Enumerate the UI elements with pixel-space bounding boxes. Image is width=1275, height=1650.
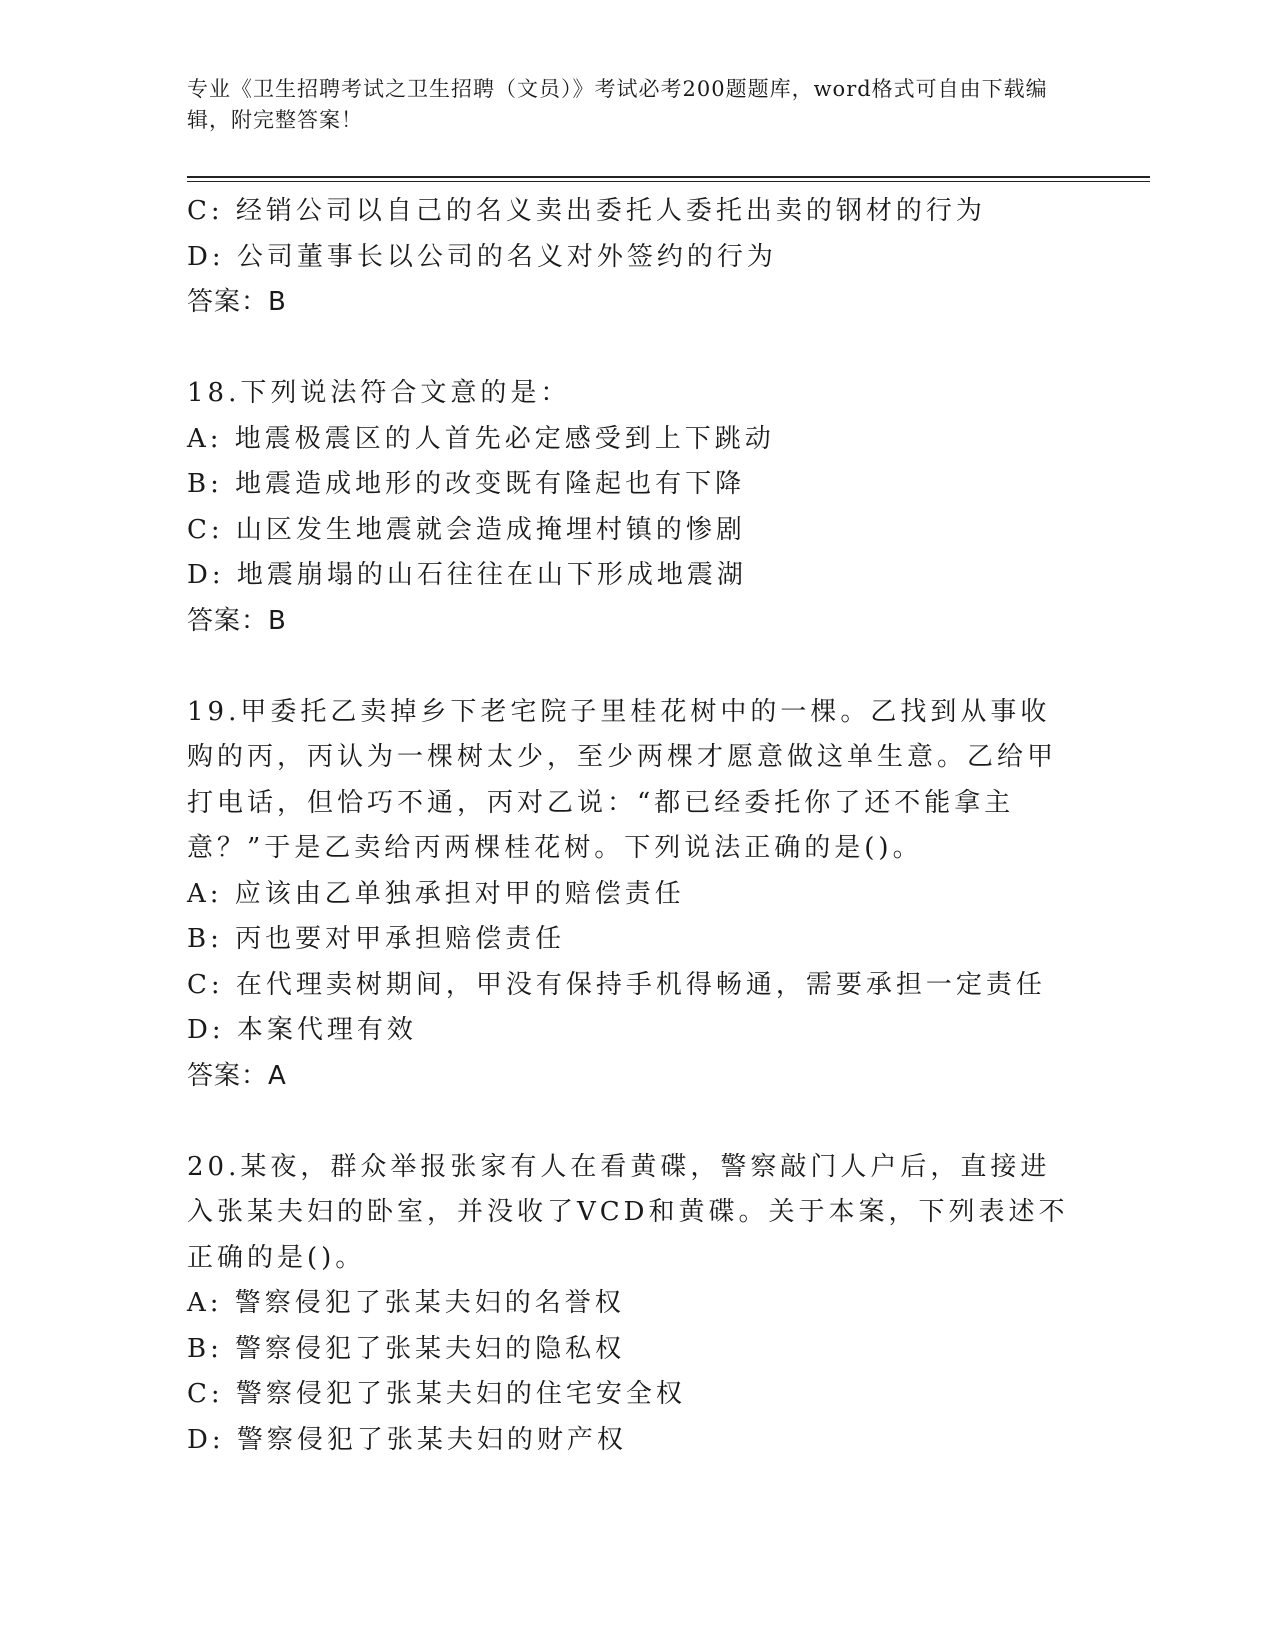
option-d: D: 本案代理有效 [187, 1015, 417, 1045]
answer-line: 答案：A [187, 1060, 287, 1091]
option-b: B: 警察侵犯了张某夫妇的隐私权 [187, 1333, 626, 1364]
question-19 [187, 690, 1077, 1100]
question-stem: 20.某夜，群众举报张家有人在看黄碟，警察敲门人户后，直接进入张某夫妇的卧室，并没收了VCD和黄碟。关于本案，下列表述不正确的是()。 [187, 1151, 1069, 1273]
question-content [187, 189, 1077, 1463]
option-d: D: 地震崩塌的山石往往在山下形成地震湖 [187, 560, 747, 590]
question-stem: 18.下列说法符合文意的是： [187, 378, 571, 408]
page-header: 专业《卫生招聘考试之卫生招聘（文员）》考试必考200题题库，word格式可自由下载编辑，附完整答案！ [187, 77, 1048, 132]
option-c: C: 经销公司以自己的名义卖出委托人委托出卖的钢材的行为 [187, 196, 986, 226]
option-c: C: 在代理卖树期间，甲没有保持手机得畅通，需要承担一定责任 [187, 969, 1046, 1000]
spacer [187, 644, 1077, 690]
option-b: B: 地震造成地形的改变既有隆起也有下降 [187, 469, 746, 499]
option-c: C: 山区发生地震就会造成掩埋村镇的惨剧 [187, 514, 746, 545]
option-a: A: 应该由乙单独承担对甲的赔偿责任 [187, 878, 685, 909]
partial-question [187, 189, 1077, 326]
header-rule-thick [187, 176, 1150, 178]
option-b: B: 丙也要对甲承担赔偿责任 [187, 924, 566, 954]
question-20 [187, 1145, 1077, 1464]
spacer [187, 1099, 1077, 1145]
option-d: D: 警察侵犯了张某夫妇的财产权 [187, 1424, 627, 1455]
option-d: D: 公司董事长以公司的名义对外签约的行为 [187, 241, 777, 272]
option-a: A: 地震极震区的人首先必定感受到上下跳动 [187, 423, 775, 454]
answer-line: 答案：B [187, 287, 287, 317]
question-18 [187, 371, 1077, 644]
answer-line: 答案：B [187, 605, 287, 636]
header-rule-thin [187, 181, 1150, 182]
spacer [187, 326, 1077, 372]
option-a: A: 警察侵犯了张某夫妇的名誉权 [187, 1288, 625, 1318]
option-c: C: 警察侵犯了张某夫妇的住宅安全权 [187, 1379, 686, 1409]
question-stem: 19.甲委托乙卖掉乡下老宅院子里桂花树中的一棵。乙找到从事收购的丙，丙认为一棵树太少，至少两棵才愿意做这单生意。乙给甲打电话，但恰巧不通，丙对乙说：“都已经委托你了还不能拿主意？”于是乙卖给丙两棵桂花树。下列说法正确的是()。 [187, 696, 1058, 863]
